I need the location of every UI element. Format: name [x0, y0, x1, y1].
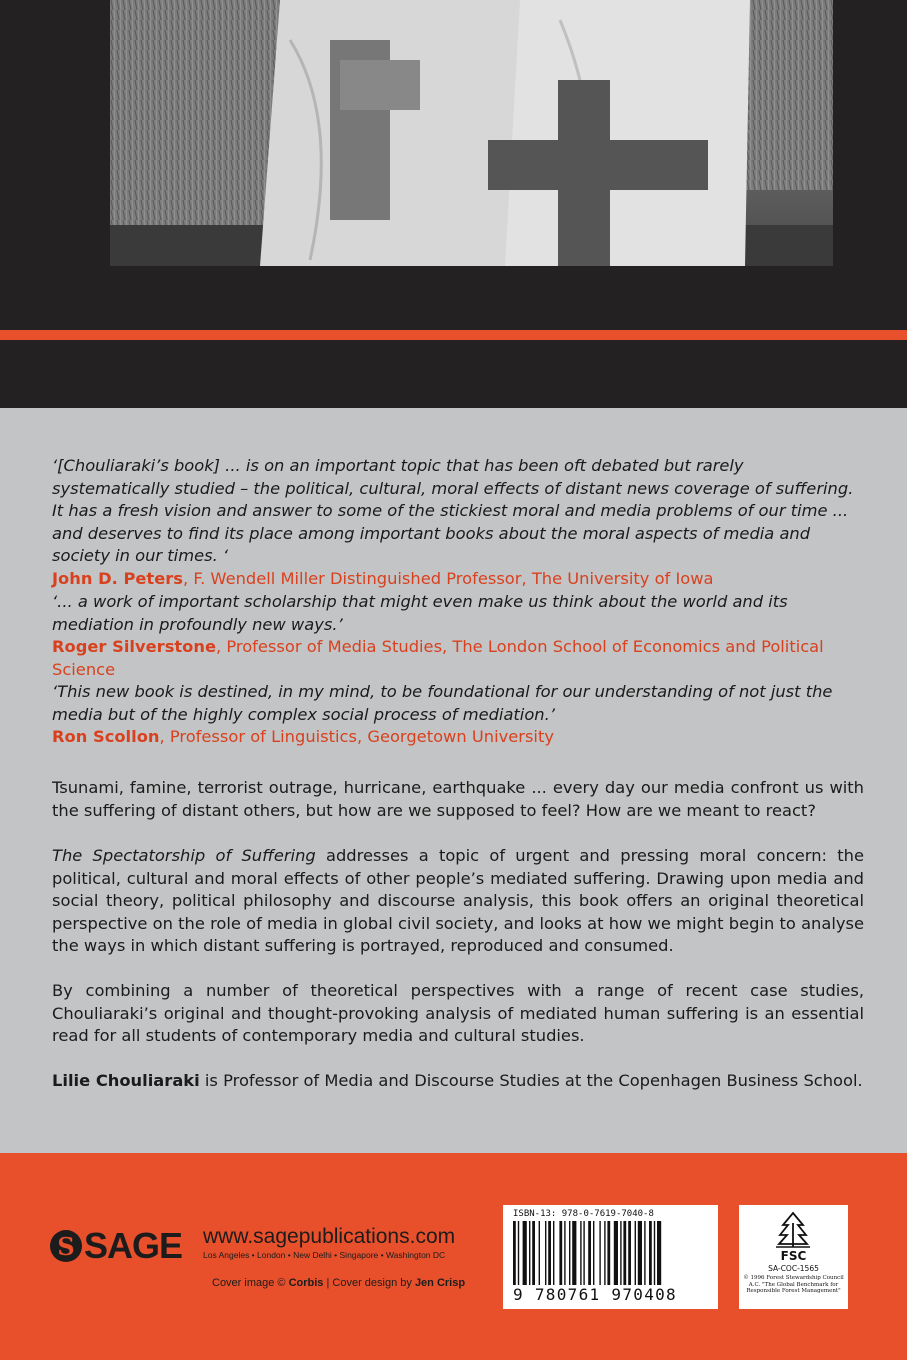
quote-author: Ron Scollon — [52, 727, 160, 747]
barcode-number: 9 780761 970408 — [513, 1285, 677, 1304]
quote-affiliation: , Professor of Media Studies, The London School of Economics and Political Science — [52, 637, 824, 679]
description-text: addresses a topic of urgent and pressing moral concern: the political, cultural and moral effects of other people’s mediated suffering. Drawing upon media and social theory, political philosophy and discourse analysis, this book offers an original theoretical perspective on the role of media in global civil society, and looks at how we might begin to analyse the ways in which distant suffering is portrayed, reproduced and consumed. — [52, 846, 864, 956]
barcode-bar — [553, 1221, 554, 1285]
cover-credits — [212, 1277, 465, 1289]
barcode-bar — [532, 1221, 535, 1285]
isbn-barcode — [503, 1205, 718, 1309]
barcode-bar — [599, 1221, 600, 1285]
fsc-code: SA-COC-1565 — [768, 1264, 819, 1273]
sage-logo — [50, 1225, 183, 1266]
fsc-label: FSC — [780, 1249, 807, 1263]
barcode-bar — [559, 1221, 562, 1285]
barcode-bar — [569, 1221, 570, 1285]
barcode-bar — [638, 1221, 642, 1285]
barcode-bar — [580, 1221, 581, 1285]
fsc-tree-icon — [773, 1211, 813, 1249]
sage-wordmark: SAGE — [84, 1225, 183, 1266]
quote-attribution — [52, 636, 862, 681]
barcode-bar — [644, 1221, 645, 1285]
barcode-bar — [607, 1221, 610, 1285]
review-quote-2 — [52, 591, 862, 681]
barcode-bar — [657, 1221, 661, 1285]
fsc-small-print: © 1996 Forest Stewardship Council A.C. "The Global Benchmark for Responsible Forest Management" — [743, 1275, 844, 1294]
accent-stripe — [0, 330, 907, 340]
author-bio — [52, 1070, 864, 1093]
quote-affiliation: , Professor of Linguistics, Georgetown University — [159, 727, 554, 747]
author-name: Lilie Chouliaraki — [52, 1071, 200, 1090]
publisher-cities: Los Angeles • London • New Delhi • Singapore • Washington DC — [203, 1250, 446, 1260]
fsc-badge — [739, 1205, 848, 1309]
barcode-bar — [548, 1221, 551, 1285]
cover-photo-icon — [110, 0, 833, 266]
credit-separator: | Cover design by — [323, 1277, 415, 1289]
barcode-bar — [545, 1221, 546, 1285]
barcode-bar — [572, 1221, 576, 1285]
barcode-bar — [620, 1221, 621, 1285]
barcode-bar — [649, 1221, 652, 1285]
barcode-bar — [539, 1221, 540, 1285]
review-quote-3 — [52, 681, 862, 749]
quote-text: ‘... a work of important scholarship that might even make us think about the world and its mediation in profoundly new ways.’ — [52, 592, 788, 634]
quote-text: ‘[Chouliaraki’s book] ... is on an important topic that has been oft debated but rarely systematically studied – the political, cultural, moral effects of distant news coverage of suffering. It has a fresh vision and answer to some of the stickiest moral and media problems of our time ... and deserves to find its place among important books about the moral aspects of media and society in our times. ‘ — [52, 456, 854, 566]
barcode-bar — [623, 1221, 626, 1285]
barcode-bar — [523, 1221, 527, 1285]
quote-attribution — [52, 726, 862, 749]
barcode-bar — [588, 1221, 591, 1285]
barcode-icon — [513, 1221, 709, 1285]
description-paragraph-2 — [52, 845, 864, 958]
publisher-website[interactable]: www.sagepublications.com — [203, 1225, 456, 1248]
barcode-bar — [614, 1221, 618, 1285]
sage-logo-icon: S — [50, 1230, 82, 1262]
barcode-bar — [583, 1221, 584, 1285]
barcode-bar — [518, 1221, 519, 1285]
quote-author: John D. Peters — [52, 568, 183, 588]
barcode-bar — [593, 1221, 594, 1285]
barcode-bar — [564, 1221, 565, 1285]
book-title: The Spectatorship of Suffering — [52, 846, 316, 865]
quote-author: Roger Silverstone — [52, 637, 216, 657]
review-quote-1 — [52, 455, 862, 591]
barcode-bar — [604, 1221, 605, 1285]
credit-image-source: Corbis — [288, 1277, 324, 1289]
isbn-label: ISBN-13: 978-0-7619-7040-8 — [513, 1209, 654, 1219]
author-bio-text: is Professor of Media and Discourse Studies at the Copenhagen Business School. — [199, 1071, 863, 1090]
quote-attribution — [52, 568, 862, 591]
barcode-bar — [654, 1221, 655, 1285]
credit-image-label: Cover image © — [212, 1277, 289, 1289]
barcode-bar — [529, 1221, 530, 1285]
quote-text: ‘This new book is destined, in my mind, to be foundational for our understanding of not just the media but of the highly complex social process of mediation.’ — [52, 682, 833, 724]
quote-affiliation: , F. Wendell Miller Distinguished Professor, The University of Iowa — [182, 568, 714, 588]
barcode-bar — [628, 1221, 631, 1285]
description-paragraph-3: By combining a number of theoretical perspectives with a range of recent case studies, Chouliaraki’s original and thought-provoking analysis of mediated human suffering is an essential read for all students of contemporary media and cultural studies. — [52, 981, 864, 1046]
cover-photo — [110, 0, 833, 266]
credit-designer: Jen Crisp — [414, 1277, 466, 1289]
barcode-bar — [635, 1221, 636, 1285]
barcode-bar — [513, 1221, 516, 1285]
description-paragraph-1: Tsunami, famine, terrorist outrage, hurricane, earthquake ... every day our media confront us with the suffering of distant others, but how are we supposed to feel? How are we meant to react? — [52, 778, 864, 820]
